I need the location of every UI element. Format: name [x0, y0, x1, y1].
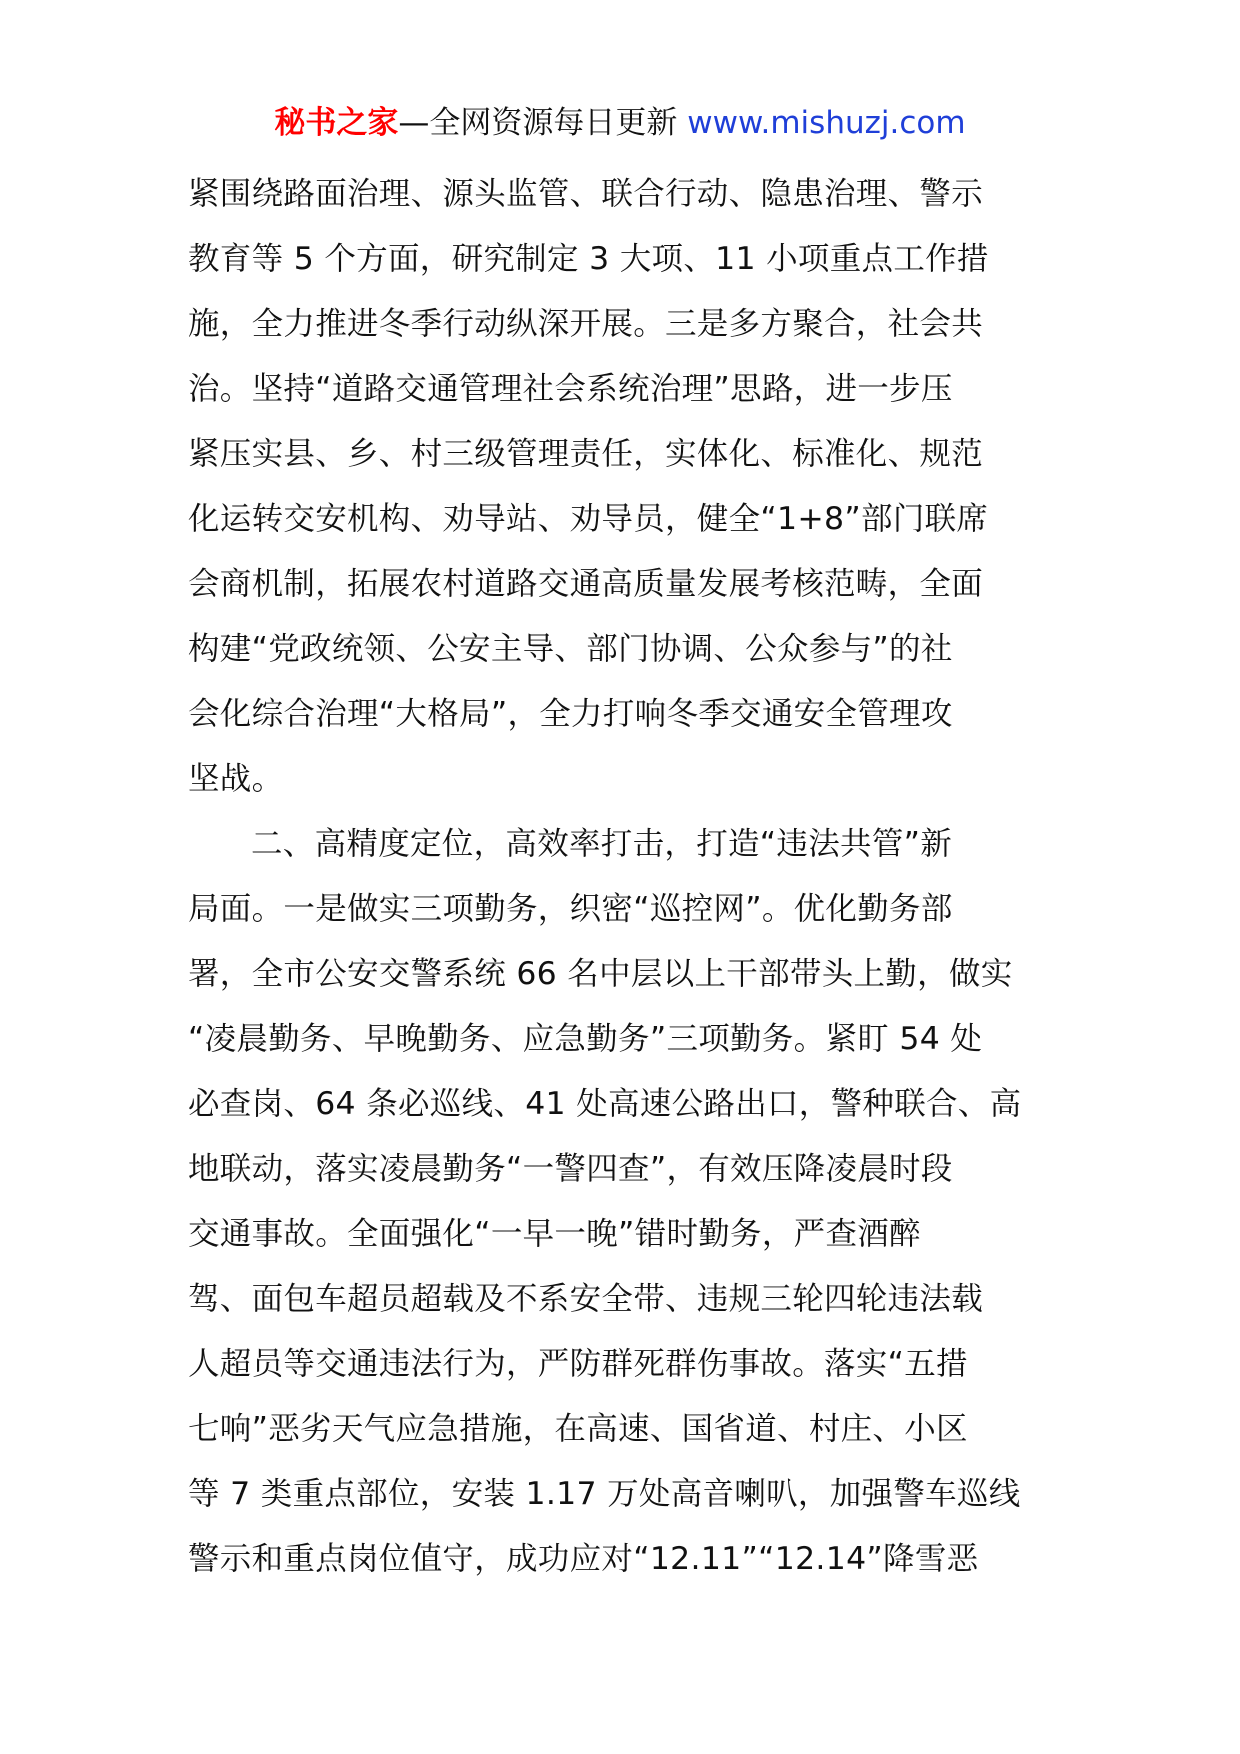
text-line: 施，全力推进冬季行动纵深开展。三是多方聚合，社会共	[188, 306, 984, 342]
site-header	[0, 100, 1240, 146]
site-url-link[interactable]: www.mishuzj.com	[687, 105, 966, 141]
text-line: 警示和重点岗位值守，成功应对“12.11”“12.14”降雪恶	[188, 1541, 979, 1577]
text-line: 会化综合治理“大格局”，全力打响冬季交通安全管理攻	[188, 696, 953, 732]
text-line: 驾、面包车超员超载及不系安全带、违规三轮四轮违法载	[188, 1281, 984, 1317]
site-brand[interactable]: 秘书之家	[274, 105, 399, 141]
section-heading-line: 二、高精度定位，高效率打击，打造“违法共管”新	[251, 826, 953, 862]
text-line: 会商机制，拓展农村道路交通高质量发展考核范畴，全面	[188, 566, 984, 602]
text-line: 治。坚持“道路交通管理社会系统治理”思路，进一步压	[188, 371, 953, 407]
text-line: 局面。一是做实三项勤务，织密“巡控网”。优化勤务部	[188, 891, 953, 927]
text-line: 必查岗、64 条必巡线、41 处高速公路出口，警种联合、高	[188, 1086, 1022, 1122]
text-line: 紧围绕路面治理、源头监管、联合行动、隐患治理、警示	[188, 176, 984, 212]
text-line: 紧压实县、乡、村三级管理责任，实体化、标准化、规范	[188, 436, 984, 472]
text-line: 地联动，落实凌晨勤务“一警四查”，有效压降凌晨时段	[188, 1151, 953, 1187]
text-line: 教育等 5 个方面，研究制定 3 大项、11 小项重点工作措	[188, 241, 989, 277]
site-tagline: —全网资源每日更新	[398, 105, 688, 141]
text-line: 署，全市公安交警系统 66 名中层以上干部带头上勤，做实	[188, 956, 1013, 992]
text-line: 交通事故。全面强化“一早一晚”错时勤务，严查酒醉	[188, 1216, 921, 1252]
text-line: 构建“党政统领、公安主导、部门协调、公众参与”的社	[188, 631, 953, 667]
text-line: 化运转交安机构、劝导站、劝导员，健全“1+8”部门联席	[188, 501, 989, 537]
document-body	[188, 162, 1052, 1592]
text-line: 人超员等交通违法行为，严防群死群伤事故。落实“五措	[188, 1346, 968, 1382]
text-line: “凌晨勤务、早晚勤务、应急勤务”三项勤务。紧盯 54 处	[188, 1021, 983, 1057]
text-line: 等 7 类重点部位，安装 1.17 万处高音喇叭，加强警车巡线	[188, 1476, 1021, 1512]
text-line: 七响”恶劣天气应急措施，在高速、国省道、村庄、小区	[188, 1411, 968, 1447]
text-line: 坚战。	[188, 761, 284, 797]
